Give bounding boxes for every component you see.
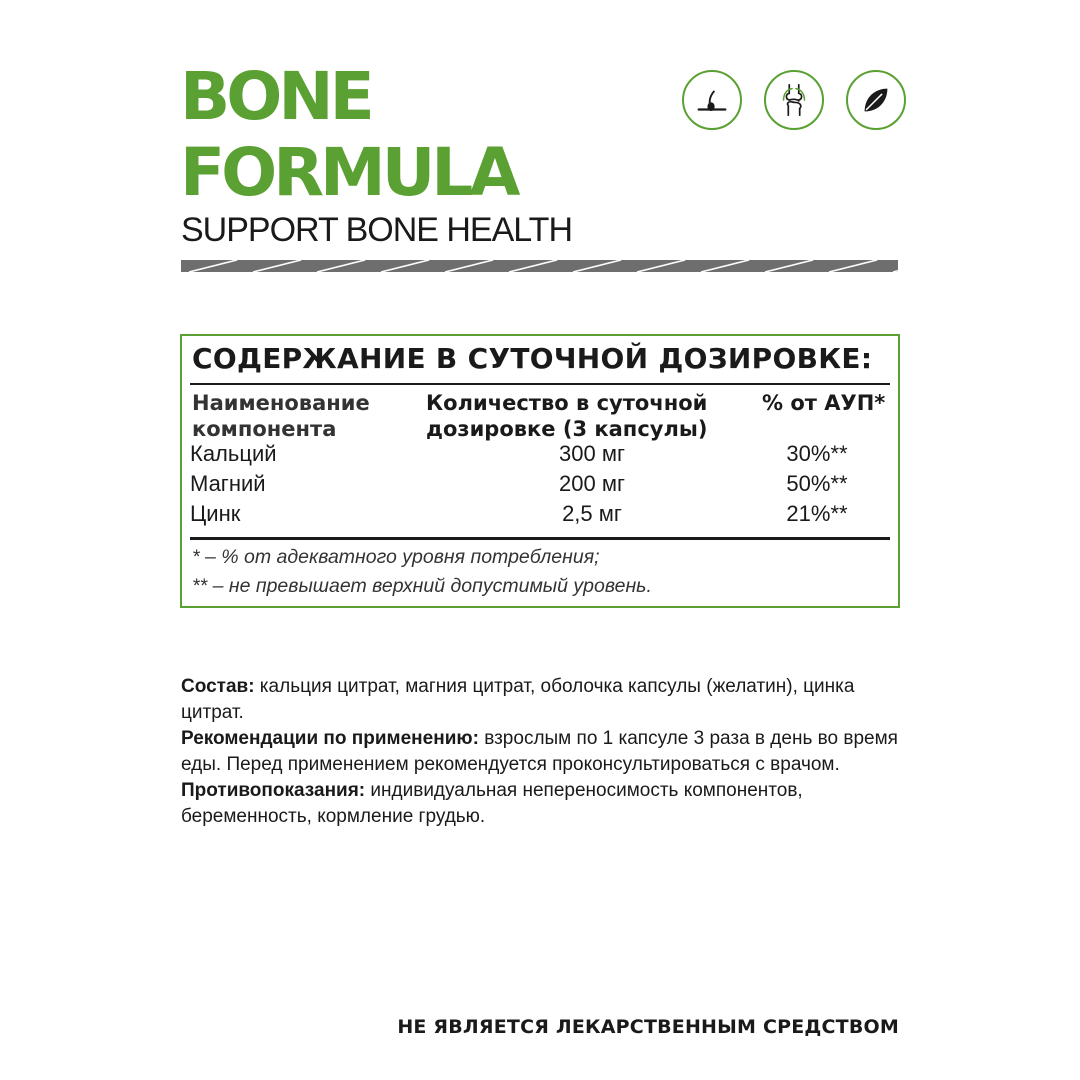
composition-text: кальция цитрат, магния цитрат, оболочка капсулы (желатин), цинка цитрат. xyxy=(181,676,855,723)
row-qty: 2,5 мг xyxy=(562,501,622,526)
header-name-line1: Наименование xyxy=(192,391,370,415)
daily-dose-panel xyxy=(180,334,900,608)
header-quantity xyxy=(426,390,707,442)
header-qty-line1: Количество в суточной xyxy=(426,391,708,415)
product-title-line1: BONE xyxy=(180,58,371,135)
row-name: Кальций xyxy=(190,441,277,466)
product-subtitle: SUPPORT BONE HEALTH xyxy=(181,211,572,249)
product-title-line2: FORMULA xyxy=(180,134,517,211)
table-bottom-rule xyxy=(190,537,890,540)
panel-title: СОДЕРЖАНИЕ В СУТОЧНОЙ ДОЗИРОВКЕ: xyxy=(192,342,873,375)
leaf-icon xyxy=(846,70,906,130)
row-name: Магний xyxy=(190,471,266,496)
contraindications-text: индивидуальная непереносимость компонентов, беременность, кормление грудью. xyxy=(181,780,803,827)
recommendations-label: Рекомендации по применению: xyxy=(181,728,479,749)
recommendations-text: взрослым по 1 капсуле 3 раза в день во время еды. Перед применением рекомендуется проконсультироваться с врачом. xyxy=(181,728,898,775)
product-description xyxy=(181,674,901,830)
row-pct: 50%** xyxy=(786,471,848,496)
table-top-rule xyxy=(190,383,890,385)
contraindications-paragraph xyxy=(181,778,901,830)
footnote-adequate-level: * – % от адекватного уровня потребления; xyxy=(192,546,600,568)
composition-label: Состав: xyxy=(181,676,255,697)
header-percent: % от АУП* xyxy=(762,391,886,415)
not-a-medicine-notice: НЕ ЯВЛЯЕТСЯ ЛЕКАРСТВЕННЫМ СРЕДСТВОМ xyxy=(397,1016,899,1038)
header-qty-line2: дозировке (3 капсулы) xyxy=(426,417,708,441)
contraindications-label: Противопоказания: xyxy=(181,780,366,801)
hair-icon xyxy=(682,70,742,130)
composition-paragraph xyxy=(181,674,901,726)
benefit-icons xyxy=(682,70,906,130)
joint-icon xyxy=(764,70,824,130)
footnote-upper-level: ** – не превышает верхний допустимый уровень. xyxy=(192,575,652,597)
header-name-line2: компонента xyxy=(192,417,337,441)
recommendations-paragraph xyxy=(181,726,901,778)
row-name: Цинк xyxy=(190,501,241,526)
row-qty: 200 мг xyxy=(559,471,625,496)
decorative-stripe xyxy=(181,260,898,272)
row-pct: 30%** xyxy=(786,441,848,466)
header-component-name xyxy=(192,390,370,442)
row-pct: 21%** xyxy=(786,501,848,526)
row-qty: 300 мг xyxy=(559,441,625,466)
